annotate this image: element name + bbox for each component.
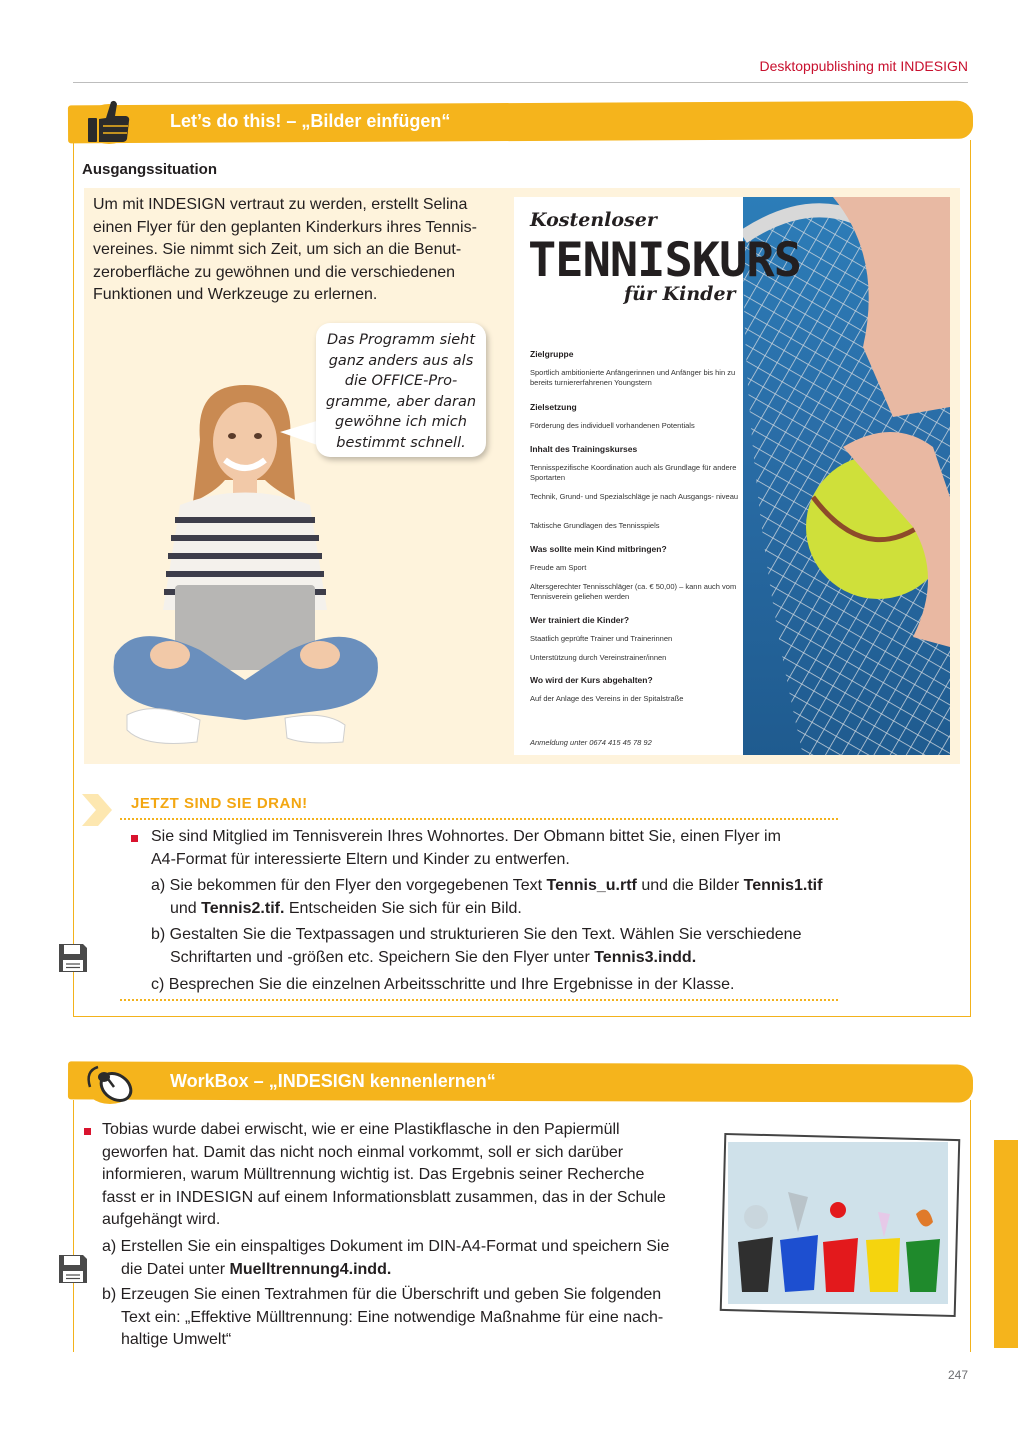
task-title: JETZT SIND SIE DRAN! [131, 795, 308, 812]
flyer-section-text: Unterstützung durch Vereinstrainer/innen [530, 653, 667, 662]
flyer-section-heading: Zielsetzung [530, 402, 577, 412]
flyer-section-text: Altersgerechter Tennisschläger (ca. € 50,00) – kann auch vom Tennisverein geliehen werden [530, 582, 737, 601]
computer-mouse-icon [80, 1057, 138, 1107]
task-divider-bottom [120, 999, 838, 1001]
flyer-section-text: Auf der Anlage des Vereins in der Spitalstraße [530, 694, 684, 703]
flyer-headline: TENNISKURS [528, 233, 801, 288]
task-c: c) Besprechen Sie die einzelnen Arbeitsschritte und Ihre Ergebnisse in der Klasse. [151, 976, 735, 993]
situation-heading: Ausgangssituation [82, 161, 218, 178]
workbox-main-text: Tobias wurde dabei erwischt, wie er eine Plastikflasche in den Papiermüll geworfen hat. Damit das nicht noch einmal vorkommt, soll er sich darüber informieren, warum Mülltrennung wichtig ist. Das Ergebnis seiner Recherche fasst er in INDESIGN auf einem Informationsblatt zusammen, das in der Schule aufgehängt wird. [102, 1121, 666, 1228]
flyer-section-text: Freude am Sport [530, 563, 587, 572]
bullet-marker [131, 835, 138, 842]
workbox-task-b: b) Erzeugen Sie einen Textrahmen für die Überschrift und geben Sie folgenden Text ein: „Effektive Mülltrennung: Eine notwendige Maßnahme für eine nach- haltige Umwelt“ [102, 1286, 664, 1348]
flyer-section-text: Staatlich geprüfte Trainer und Trainerinnen [530, 634, 673, 643]
flyer-section-text: Förderung des individuell vorhandenen Potentials [530, 421, 695, 430]
chapter-side-tab [994, 1140, 1018, 1348]
flyer-section-text: Sportlich ambitionierte Anfängerinnen und Anfänger bis hin zu bereits turniererfahrenen Youngstern [530, 368, 736, 387]
box2-banner-title: WorkBox – „INDESIGN kennenlernen“ [170, 1071, 496, 1091]
bullet-marker [84, 1128, 91, 1135]
tennis-flyer [514, 197, 950, 755]
floppy-disk-icon [58, 1254, 88, 1284]
header-divider [73, 82, 968, 83]
page-number: 247 [947, 1368, 968, 1382]
workbox-task-a: a) Erstellen Sie ein einspaltiges Dokument im DIN-A4-Format und speichern Sie die Datei unter Muelltrennung4.indd. [102, 1238, 670, 1278]
flyer-section-heading: Was sollte mein Kind mitbringen? [530, 544, 667, 554]
waste-bins-photo [728, 1142, 948, 1304]
task-main-text: Sie sind Mitglied im Tennisverein Ihres Wohnortes. Der Obmann bittet Sie, einen Flyer im A4-Format für interessierte Eltern und Kinder zu entwerfen. [151, 828, 781, 868]
flyer-section-heading: Inhalt des Trainingskurses [530, 444, 638, 454]
flyer-section-heading: Zielgruppe [530, 349, 574, 359]
thumbs-up-icon [84, 96, 134, 146]
recycling-bins-image [728, 1142, 948, 1304]
task-b: b) Gestalten Sie die Textpassagen und strukturieren Sie den Text. Wählen Sie verschiedene Schriftarten und -größen etc. Speichern Sie den Flyer unter Tennis3.indd. [151, 926, 802, 966]
intro-paragraph: Um mit INDESIGN vertraut zu werden, erstellt Selina einen Flyer für den geplanten Kinderkurs ihres Tennis- vereines. Sie nimmt sich Zeit, um sich an die Benut- zeroberfläche zu gewöhnen und die verschiedenen Funktionen und Werkzeuge zu erlernen. [93, 196, 477, 303]
flyer-section-text: Tennisspezifische Koordination auch als Grundlage für andere Sportarten [530, 463, 737, 482]
flyer-footer: Anmeldung unter 0674 415 45 78 92 [530, 738, 652, 747]
flyer-section-heading: Wo wird der Kurs abgehalten? [530, 675, 653, 685]
task-divider-top [120, 818, 838, 820]
arrow-chevron-icon [80, 792, 114, 828]
task-a: a) Sie bekommen für den Flyer den vorgegebenen Text Tennis_u.rtf und die Bilder Tennis1.tif und Tennis2.tif. Entscheiden Sie sich für ein Bild. [151, 877, 823, 917]
speech-bubble-tail [280, 420, 320, 446]
flyer-subheadline: für Kinder [624, 283, 736, 305]
floppy-disk-icon [58, 943, 88, 973]
flyer-section-heading: Wer trainiert die Kinder? [530, 615, 630, 625]
speech-bubble-text: Das Programm sieht ganz anders aus als die OFFICE-Pro- gramme, aber daran gewöhne ich mich bestimmt schnell. [325, 332, 477, 451]
flyer-section-text: Technik, Grund- und Spezialschläge je nach Ausgangs- niveau [530, 492, 739, 501]
running-header: Desktoppublishing mit INDESIGN [759, 58, 968, 74]
flyer-kicker: Kostenloser [530, 209, 657, 231]
flyer-section-text: Taktische Grundlagen des Tennisspiels [530, 521, 660, 530]
box1-banner-title: Let’s do this! – „Bilder einfügen“ [170, 111, 451, 131]
